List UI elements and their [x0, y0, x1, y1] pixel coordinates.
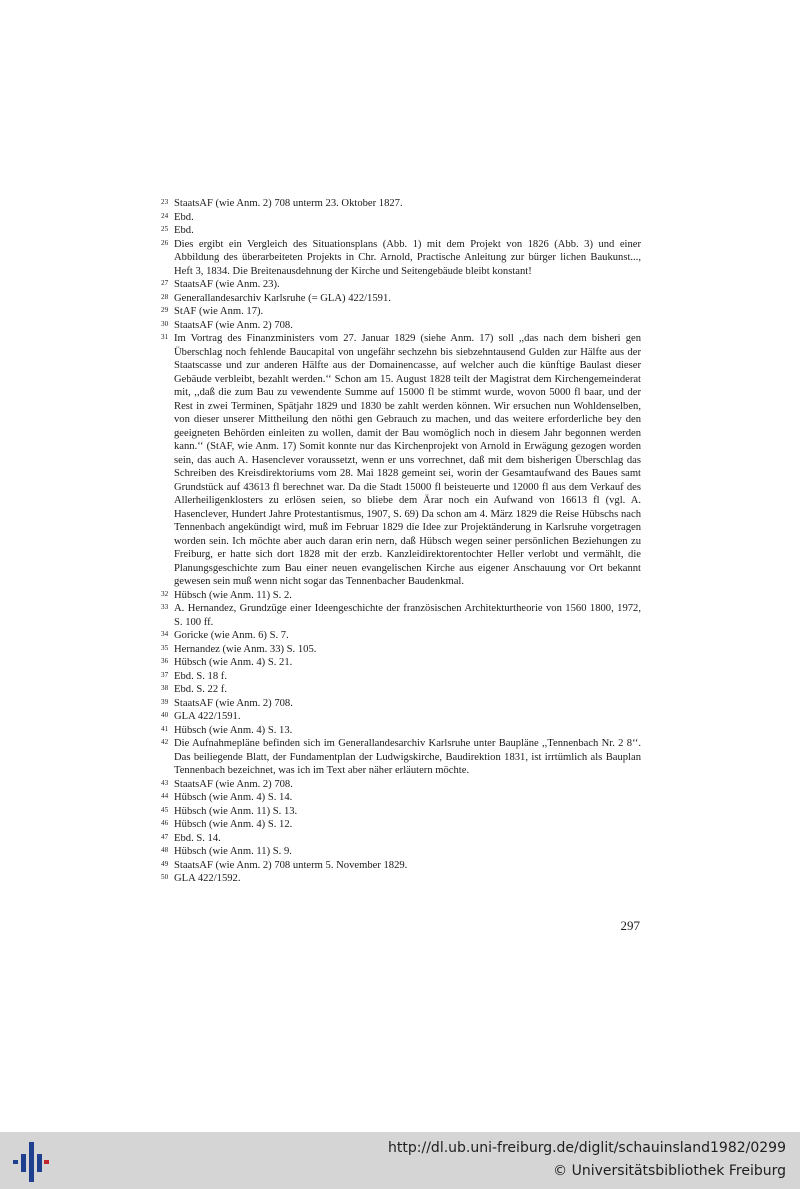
- footnote-text: Hübsch (wie Anm. 11) S. 13.: [174, 805, 298, 817]
- document-url-link[interactable]: http://dl.ub.uni-freiburg.de/diglit/schauinsland1982/0299: [388, 1140, 786, 1156]
- footnote-item: [161, 683, 641, 697]
- footnote-number: 48: [161, 846, 169, 854]
- copyright-text: © Universitätsbibliothek Freiburg: [553, 1163, 786, 1179]
- footnote-text: A. Hernandez, Grundzüge einer Ideengeschichte der französischen Architekturtheorie von 1560 1800, 1972, S. 100 ff.: [174, 603, 641, 628]
- footnote-item: [161, 278, 641, 292]
- footnote-number: 39: [161, 697, 169, 706]
- footnote-text: GLA 422/1591.: [174, 711, 241, 722]
- footnote-text: StAF (wie Anm. 17).: [174, 306, 264, 317]
- footnote-text: Ebd. S. 18 f.: [174, 670, 227, 682]
- footnote-number: 31: [161, 333, 169, 341]
- footnote-text: StaatsAF (wie Anm. 2) 708 unterm 5. November 1829.: [174, 859, 408, 871]
- footnote-text: Ebd. S. 14.: [174, 832, 221, 844]
- footnote-number: 32: [161, 589, 169, 598]
- footnote-item: [161, 656, 641, 670]
- footnote-item: [161, 859, 641, 873]
- footnote-item: [161, 832, 641, 846]
- footnote-item: [161, 643, 641, 657]
- footnote-text: Hernandez (wie Anm. 33) S. 105.: [174, 643, 317, 655]
- footnote-number: 30: [161, 319, 169, 328]
- footnote-number: 23: [161, 198, 169, 206]
- footnote-text: StaatsAF (wie Anm. 2) 708.: [174, 778, 293, 790]
- footnote-number: 37: [161, 670, 169, 679]
- footnote-item: [161, 724, 641, 738]
- footnote-item: [161, 737, 641, 778]
- footnote-number: 42: [161, 738, 169, 746]
- footnote-text: Ebd. S. 22 f.: [174, 684, 227, 695]
- footnote-text: Generallandesarchiv Karlsruhe (= GLA) 422/1591.: [174, 292, 391, 304]
- footnote-number: 26: [161, 238, 169, 247]
- footnote-number: 34: [161, 630, 169, 638]
- footnote-item: [161, 670, 641, 684]
- footnote-item: [161, 224, 641, 238]
- footnote-number: 43: [161, 778, 169, 787]
- footnote-text: Dies ergibt ein Vergleich des Situationsplans (Abb. 1) mit dem Projekt von 1826 (Abb. 3) und einer Abbildung des überarbeiteten Projekts in Chr. Arnold, Practische Anleitung zur bürger lichen Baukunst..., Heft 3, 1834. Die Breitenausdehnung der Kirche und Seitengebäude bleibt konstant!: [174, 238, 641, 277]
- footnote-number: 49: [161, 859, 169, 868]
- footnote-text: Hübsch (wie Anm. 4) S. 14.: [174, 792, 293, 803]
- footnote-item: [161, 319, 641, 333]
- footnote-item: [161, 211, 641, 225]
- footnote-text: Die Aufnahmepläne befinden sich im Generallandesarchiv Karlsruhe unter Baupläne ,,Tennenbach Nr. 2 8‘‘. Das beiliegende Blatt, der Fundamentplan der Ludwigskirche, Baudirektion 1831, ist irrtümlich als Bauplan Tennenbach bezeichnet, was ich im Text aber näher erläutern möchte.: [174, 738, 641, 776]
- footnote-text: StaatsAF (wie Anm. 23).: [174, 279, 280, 290]
- footnote-number: 38: [161, 684, 169, 692]
- footnote-number: 40: [161, 711, 169, 719]
- footnote-text: Im Vortrag des Finanzministers vom 27. Januar 1829 (siehe Anm. 17) soll ,,das nach dem bisheri gen Überschlag noch fehlende Baucapital von ungefähr sechzehn bis siebzehntausend Gulden zur Hälfte aus der Staatscasse und zur anderen Hälfte aus der Domainencasse, auf welcher auch die künftige Baulast dieser Gebäude verbleibt, bezahlt werden.‘‘ Schon am 15. August 1828 teilt der Magistrat dem Kirchengemeinderat mit, ,,daß die zum Bau zu vewendente Summe auf 15000 fl be stimmt wurde, wovon 5000 fl baar, und der Rest in zwei Terminen, Spätjahr 1829 und 1830 be zahlt werden können. Wir ersuchen nun Wohldenselben, von dieser unserer Mittheilung den nöthi gen Gebrauch zu machen, und das weitere erforderliche bey den geeigneten Behörden einleiten zu wollen, damit der Bau womöglich noch in diesem Jahr begonnen werden kann.‘‘ (StAF, wie Anm. 17) Somit konnte nur das Kirchenprojekt von Arnold in Erwägung gezogen worden sein, das auch A. Hasenclever voraussetzt, wenn er uns vorrechnet, daß mit dem bisherigen Überschlag das Schreiben des Kreisdirektoriums vom 28. Mai 1828 gemeint sei, worin der Gesamtaufwand des Baues samt Grundstück auf 43613 fl berechnet war. Da die Stadt 15000 fl beisteuerte und 12000 fl aus dem Verkauf des Allerheiligenklosters zu erlösen seien, so bliebe dem Ärar noch ein Aufwand von 16613 fl (vgl. A. Hasenclever, Hundert Jahre Protestantismus, 1907, S. 69) Da schon am 4. März 1829 die Reise Hübschs nach Tennenbach angekündigt wird, muß im Februar 1829 die Idee zur Projektänderung in Karlsruhe vorgetragen worden sein. Ich möchte aber auch daran erin nern, daß Hübsch wegen seiner persönlichen Beziehungen zu Freiburg, er hatte sich dort 1828 mit der erzb. Kanzleidirektorentochter Heller verlobt und vermählt, die Planungsgeschichte zum Bau einer neuen evangelischen Kirche aus eigener Anschauung vor Ort bekannt gewesen sein muß wenn nicht sogar das Tennenbacher Baudenkmal.: [174, 333, 641, 587]
- footnote-number: 50: [161, 873, 169, 881]
- footnote-text: StaatsAF (wie Anm. 2) 708.: [174, 697, 293, 709]
- footnote-item: [161, 629, 641, 643]
- footnote-item: [161, 602, 641, 629]
- footnote-item: [161, 332, 641, 589]
- footnote-number: 28: [161, 292, 169, 301]
- footnote-text: GLA 422/1592.: [174, 873, 241, 884]
- footnote-text: Hübsch (wie Anm. 4) S. 13.: [174, 724, 293, 736]
- footnote-number: 46: [161, 819, 169, 827]
- footnote-text: Goricke (wie Anm. 6) S. 7.: [174, 630, 289, 641]
- page-number: 297: [620, 918, 640, 933]
- footnote-number: 47: [161, 832, 169, 841]
- footnote-item: [161, 305, 641, 319]
- footnote-item: [161, 238, 641, 279]
- footnote-item: [161, 791, 641, 805]
- footnote-number: 24: [161, 211, 169, 220]
- footnote-text: Hübsch (wie Anm. 4) S. 12.: [174, 819, 293, 830]
- footnote-text: StaatsAF (wie Anm. 2) 708 unterm 23. Oktober 1827.: [174, 198, 403, 209]
- footnote-text: StaatsAF (wie Anm. 2) 708.: [174, 319, 293, 331]
- footnote-number: 33: [161, 603, 169, 611]
- footnote-text: Ebd.: [174, 211, 194, 223]
- footnote-text: Hübsch (wie Anm. 4) S. 21.: [174, 657, 293, 668]
- footnote-number: 44: [161, 792, 169, 800]
- footnote-item: [161, 197, 641, 211]
- footnote-item: [161, 818, 641, 832]
- footnote-text: Hübsch (wie Anm. 11) S. 9.: [174, 846, 292, 857]
- footnote-item: [161, 292, 641, 306]
- footnote-number: 36: [161, 657, 169, 665]
- footnote-item: [161, 697, 641, 711]
- footnote-number: 27: [161, 279, 169, 287]
- footnotes-list: [161, 197, 641, 886]
- footnote-item: [161, 589, 641, 603]
- footnote-item: [161, 845, 641, 859]
- footnote-number: 45: [161, 805, 169, 814]
- footnote-item: [161, 710, 641, 724]
- footnote-item: [161, 872, 641, 886]
- footnote-number: 41: [161, 724, 169, 733]
- footnote-text: Ebd.: [174, 225, 194, 236]
- ub-freiburg-logo-icon: [11, 1140, 51, 1182]
- footnote-text: Hübsch (wie Anm. 11) S. 2.: [174, 589, 292, 601]
- footnote-number: 35: [161, 643, 169, 652]
- footnote-item: [161, 805, 641, 819]
- footnote-number: 29: [161, 306, 169, 314]
- footnote-item: [161, 778, 641, 792]
- footnote-number: 25: [161, 225, 169, 233]
